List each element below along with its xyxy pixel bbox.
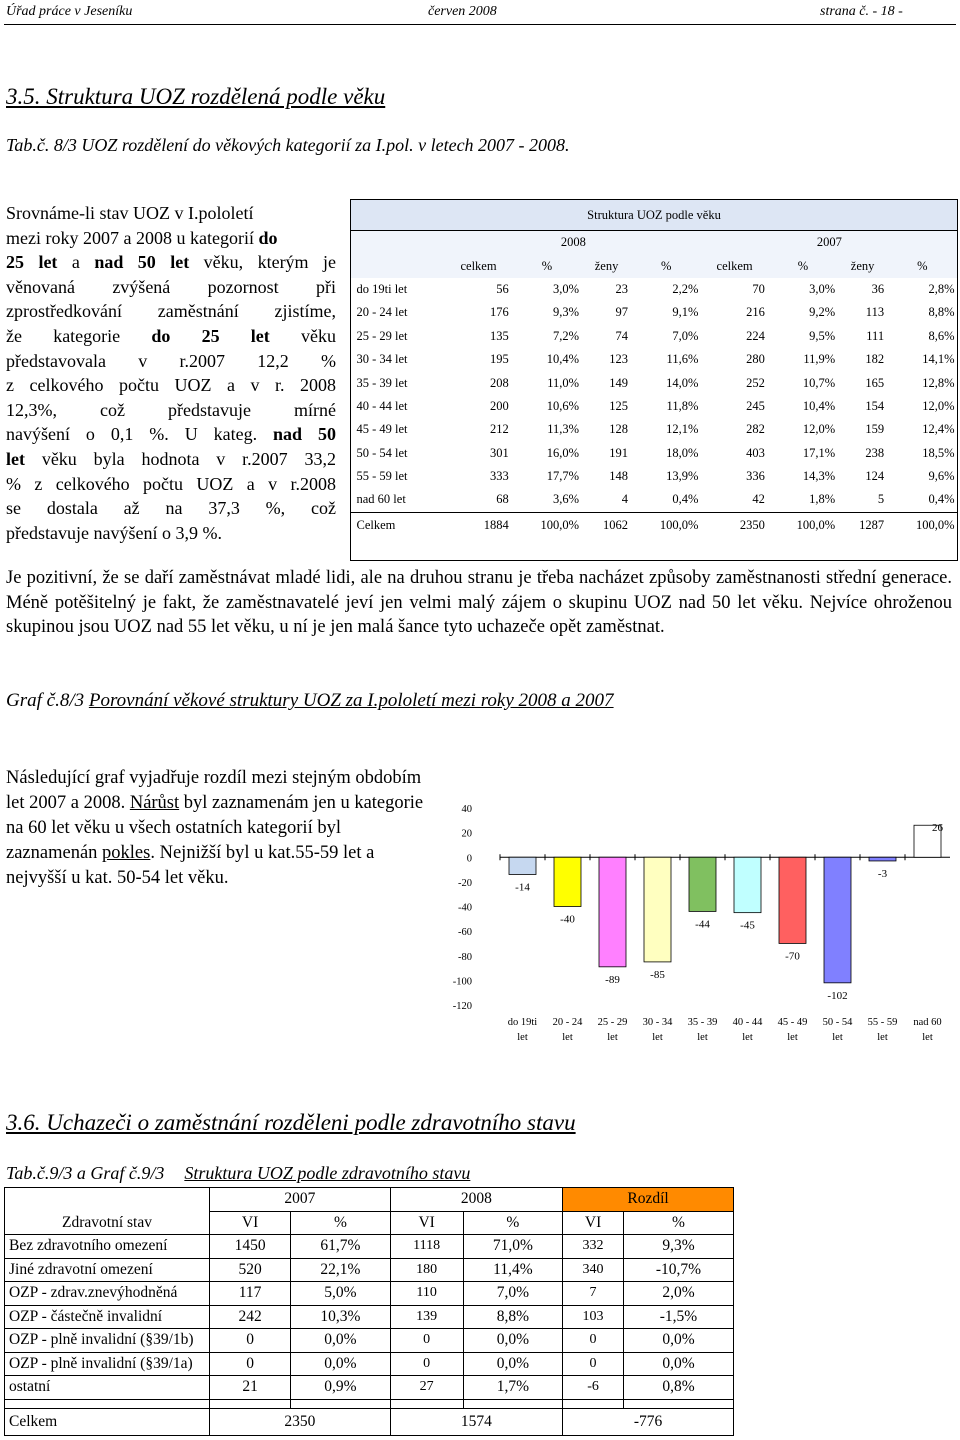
age-cell: 182 <box>865 352 885 367</box>
graph-paragraph: Následující graf vyjadřuje rozdíl mezi stejným obdobím let 2007 a 2008. Nárůst byl zaznamenám jen u kategorie na 60 let věku u všech ostatních kategorií byl zaznamenán pokles. Nejnižší byl u kat.55-59 let a nejvyšší u kat. 50-54 let věku. <box>6 768 424 888</box>
x-category-label: 25 - 29 let <box>597 1017 628 1043</box>
health-header-2008: 2008 <box>390 1188 562 1212</box>
health-cell: -1,5% <box>623 1305 733 1329</box>
age-cell: 14,3% <box>802 469 836 484</box>
age-cell: 97 <box>615 305 629 320</box>
health-row-header: Zdravotní stav <box>5 1211 210 1235</box>
table-caption-8-3: Tab.č. 8/3 UOZ rozdělení do věkových kategorií za I.pol. v letech 2007 - 2008. <box>6 135 570 155</box>
data-label: -85 <box>650 968 665 981</box>
table-row <box>5 1258 734 1282</box>
header-rule <box>4 24 956 25</box>
age-col-header: celkem <box>445 254 511 277</box>
health-col-header: % <box>291 1211 391 1235</box>
age-cell: 195 <box>490 352 509 367</box>
age-cell: 7,2% <box>553 328 580 343</box>
table-row <box>5 1235 734 1259</box>
table-row <box>351 301 958 324</box>
age-row-label: do 19ti let <box>356 281 408 296</box>
data-label: -3 <box>877 867 888 880</box>
table-row <box>5 1376 734 1400</box>
y-tick-label: -100 <box>452 976 472 988</box>
health-cell: 332 <box>563 1235 624 1259</box>
age-cell: 9,3% <box>553 305 580 320</box>
age-cell: 336 <box>746 469 765 484</box>
health-cell: -6 <box>563 1376 624 1400</box>
health-col-header: VI <box>390 1211 463 1235</box>
age-cell: 0,4% <box>672 492 699 507</box>
age-cell: 176 <box>490 305 509 320</box>
health-cell: 340 <box>563 1258 624 1282</box>
age-cell: 5 <box>877 492 885 507</box>
age-cell: 11,0% <box>547 375 580 390</box>
table-row <box>351 488 958 512</box>
age-cell: 123 <box>609 352 629 367</box>
section-title-3-6: 3.6. Uchazeči o zaměstnání rozděleni podle zdravotního stavu <box>6 1110 576 1135</box>
age-table-year-2008: 2008 <box>445 231 701 255</box>
health-cell: 5,0% <box>291 1282 391 1306</box>
age-cell: 2,8% <box>928 281 955 296</box>
age-row-label: 20 - 24 let <box>356 305 408 320</box>
bar-8 <box>869 857 896 861</box>
age-total-cell: 100,0% <box>887 512 957 539</box>
age-cell: 2,2% <box>672 281 699 296</box>
age-cell: 68 <box>496 492 509 507</box>
health-cell: 103 <box>563 1305 624 1329</box>
age-row-label: 50 - 54 let <box>356 445 408 460</box>
age-total-cell: 1884 <box>445 512 511 539</box>
age-row-label: 35 - 39 let <box>356 375 408 390</box>
age-cell: 128 <box>609 422 629 437</box>
health-cell: 61,7% <box>291 1235 391 1259</box>
age-table-year-2007: 2007 <box>701 231 957 255</box>
age-row-label: 30 - 34 let <box>356 352 408 367</box>
health-total-cell: -776 <box>563 1408 734 1435</box>
age-cell: 9,1% <box>672 305 699 320</box>
age-row-label: nad 60 let <box>356 492 406 507</box>
health-col-header: VI <box>210 1211 291 1235</box>
health-cell: 0,0% <box>463 1329 563 1353</box>
data-label: -14 <box>515 881 530 894</box>
age-row-label: 40 - 44 let <box>356 398 408 413</box>
age-cell: 245 <box>746 398 765 413</box>
bar-2 <box>599 857 626 967</box>
x-category-label: do 19ti let <box>507 1017 538 1043</box>
age-cell: 12,0% <box>922 398 955 413</box>
age-cell: 165 <box>865 375 885 390</box>
age-total-row <box>351 512 958 539</box>
age-cell: 10,4% <box>802 398 836 413</box>
age-cell: 74 <box>615 328 629 343</box>
health-cell: 180 <box>390 1258 463 1282</box>
health-cell: 0,0% <box>623 1329 733 1353</box>
age-cell: 11,3% <box>547 422 580 437</box>
age-col-header: % <box>768 254 838 277</box>
age-cell: 9,6% <box>928 469 955 484</box>
age-col-header: ženy <box>582 254 631 277</box>
y-tick-label: -80 <box>458 951 472 963</box>
data-label: -102 <box>827 989 848 1002</box>
age-structure-table <box>350 199 958 539</box>
health-cell: 139 <box>390 1305 463 1329</box>
data-label: -89 <box>605 973 620 986</box>
age-total-cell: 100,0% <box>631 512 701 539</box>
age-cell: 159 <box>865 422 885 437</box>
age-cell: 8,8% <box>928 305 955 320</box>
y-tick-label: -120 <box>452 1001 472 1012</box>
age-cell: 135 <box>490 328 509 343</box>
age-cell: 4 <box>621 492 629 507</box>
health-cell: 1450 <box>210 1235 291 1259</box>
health-cell: 22,1% <box>291 1258 391 1282</box>
bar-3 <box>644 857 671 962</box>
health-cell: 110 <box>390 1282 463 1306</box>
age-cell: 124 <box>865 469 885 484</box>
health-cell: 8,8% <box>463 1305 563 1329</box>
age-cell: 111 <box>866 328 885 343</box>
health-cell: 71,0% <box>463 1235 563 1259</box>
age-total-cell: 100,0% <box>768 512 838 539</box>
header-office: Úřad práce v Jeseníku <box>6 4 133 19</box>
health-cell: 7 <box>563 1282 624 1306</box>
age-cell: 9,2% <box>809 305 836 320</box>
header-date: červen 2008 <box>428 4 497 19</box>
age-cell: 11,8% <box>666 398 699 413</box>
age-cell: 280 <box>746 352 765 367</box>
age-row-label: 45 - 49 let <box>356 422 408 437</box>
section-title-3-5: 3.5. Struktura UOZ rozdělená podle věku <box>6 84 386 109</box>
x-category-label: 40 - 44 let <box>732 1017 763 1043</box>
health-row-label: Jiné zdravotní omezení <box>5 1258 210 1282</box>
age-total-label: Celkem <box>351 512 446 539</box>
x-category-label: nad 60 let <box>913 1017 942 1043</box>
age-cell: 148 <box>609 469 629 484</box>
data-label: -40 <box>560 913 575 926</box>
age-cell: 18,0% <box>666 445 699 460</box>
x-category-label: 50 - 54 let <box>822 1017 853 1043</box>
health-total-row <box>5 1408 734 1435</box>
age-cell: 10,6% <box>546 398 580 413</box>
data-label: -70 <box>785 950 800 963</box>
health-total-label: Celkem <box>5 1408 210 1435</box>
health-cell: 27 <box>390 1376 463 1400</box>
age-cell: 16,0% <box>546 445 580 460</box>
table-row <box>351 465 958 488</box>
health-cell: 520 <box>210 1258 291 1282</box>
age-cell: 216 <box>746 305 765 320</box>
health-cell: 1,7% <box>463 1376 563 1400</box>
health-cell: 0 <box>390 1329 463 1353</box>
age-col-header: % <box>631 254 701 277</box>
age-cell: 149 <box>609 375 629 390</box>
bar-0 <box>509 857 536 874</box>
age-cell: 12,0% <box>802 422 836 437</box>
table-row <box>5 1352 734 1376</box>
age-difference-bar-chart <box>440 790 960 1060</box>
age-col-header: % <box>887 254 957 277</box>
table-row <box>351 325 958 348</box>
health-row-label: Bez zdravotního omezení <box>5 1235 210 1259</box>
bar-5 <box>734 857 761 912</box>
age-cell: 11,6% <box>666 352 699 367</box>
y-tick-label: 20 <box>461 828 472 840</box>
age-cell: 42 <box>752 492 765 507</box>
age-cell: 3,6% <box>553 492 580 507</box>
health-cell: 7,0% <box>463 1282 563 1306</box>
data-label: -45 <box>740 919 755 932</box>
table-caption-9-3: Tab.č.9/3 a Graf č.9/3 Struktura UOZ podle zdravotního stavu <box>6 1163 471 1183</box>
age-row-label: 25 - 29 let <box>356 328 408 343</box>
health-cell: 0 <box>563 1352 624 1376</box>
health-header-rozdil: Rozdíl <box>563 1188 734 1212</box>
health-cell: 242 <box>210 1305 291 1329</box>
health-row-label: OZP - plně invalidní (§39/1b) <box>5 1329 210 1353</box>
age-cell: 238 <box>865 445 885 460</box>
y-tick-label: -40 <box>458 902 472 914</box>
age-cell: 70 <box>752 281 765 296</box>
health-cell: 117 <box>210 1282 291 1306</box>
age-col-header: % <box>512 254 582 277</box>
age-table-title: Struktura UOZ podle věku <box>351 200 958 231</box>
y-tick-label: -60 <box>458 927 472 939</box>
health-cell: 0,0% <box>291 1329 391 1353</box>
health-cell: 0 <box>563 1329 624 1353</box>
age-cell: 13,9% <box>666 469 699 484</box>
age-cell: 191 <box>609 445 629 460</box>
data-label: -44 <box>695 918 710 931</box>
age-cell: 11,9% <box>803 352 836 367</box>
table-row <box>5 1329 734 1353</box>
x-category-label: 45 - 49 let <box>777 1017 808 1043</box>
bar-6 <box>779 857 806 943</box>
age-cell: 212 <box>490 422 509 437</box>
table-row <box>351 418 958 441</box>
health-cell: 10,3% <box>291 1305 391 1329</box>
age-cell: 282 <box>746 422 765 437</box>
age-total-cell: 100,0% <box>512 512 582 539</box>
health-cell: 11,4% <box>463 1258 563 1282</box>
health-cell: 0,0% <box>291 1352 391 1376</box>
age-cell: 9,5% <box>809 328 836 343</box>
health-cell: 0 <box>210 1352 291 1376</box>
age-cell: 12,1% <box>666 422 699 437</box>
age-cell: 10,7% <box>802 375 836 390</box>
age-cell: 125 <box>609 398 629 413</box>
health-row-label: ostatní <box>5 1376 210 1400</box>
table-row <box>351 348 958 371</box>
age-cell: 23 <box>615 281 629 296</box>
health-status-table <box>4 1187 734 1436</box>
health-col-header: VI <box>563 1211 624 1235</box>
age-row-label: 55 - 59 let <box>356 469 408 484</box>
summary-paragraph: Je pozitivní, že se daří zaměstnávat mladé lidi, ale na druhou stranu je třeba nacházet způsoby zaměstnanosti střední generace. Méně potěšitelný je fakt, že zaměstnavatelé jeví jen velmi malý zájem o skupinu UOZ nad 50 let věku. Nejvíce ohroženou skupinou jsou UOZ nad 55 let věku, u ní je jen malá šance tyto uchazeče opět zaměstnat. <box>6 568 952 638</box>
left-paragraph: Srovnáme-li stav UOZ v I.pololetí mezi roky 2007 a 2008 u kategorií do 25 let a nad 50 let věku, kterým je věnovaná zvýšená pozornost při zprostředkování zaměstnání zjistíme, že kategorie do 25 let věku představovala v r.2007 12,2 % z celkového počtu UOZ a v r. 2008 12,3%, což představuje mírné navýšení o 0,1 %. U kateg. nad 50 let věku byla hodnota v r.2007 33,2 % z celkového počtu UOZ a v r.2008 se dostala až na 37,3 %, což představuje navýšení o 3,9 %. <box>6 203 336 543</box>
age-cell: 154 <box>865 398 885 413</box>
table-row <box>5 1305 734 1329</box>
bar-1 <box>554 857 581 906</box>
health-cell: 0,9% <box>291 1376 391 1400</box>
age-cell: 12,8% <box>922 375 955 390</box>
health-cell: 9,3% <box>623 1235 733 1259</box>
age-cell: 333 <box>490 469 509 484</box>
y-tick-label: 40 <box>461 804 472 815</box>
age-cell: 10,4% <box>546 352 580 367</box>
health-cell: 0,0% <box>463 1352 563 1376</box>
age-cell: 17,1% <box>802 445 836 460</box>
age-cell: 208 <box>490 375 509 390</box>
health-cell: 0,8% <box>623 1376 733 1400</box>
age-total-cell: 1062 <box>582 512 631 539</box>
age-cell: 403 <box>746 445 765 460</box>
age-total-cell: 2350 <box>701 512 767 539</box>
x-category-label: 30 - 34 let <box>642 1017 673 1043</box>
table-row <box>351 442 958 465</box>
age-col-header: ženy <box>838 254 887 277</box>
table-row <box>5 1282 734 1306</box>
age-cell: 14,0% <box>666 375 699 390</box>
age-total-cell: 1287 <box>838 512 887 539</box>
health-cell: 2,0% <box>623 1282 733 1306</box>
y-tick-label: 0 <box>466 853 472 865</box>
data-label: 26 <box>932 822 943 835</box>
health-col-header: % <box>463 1211 563 1235</box>
bar-7 <box>824 857 851 983</box>
table-row <box>351 395 958 418</box>
y-tick-label: -20 <box>458 877 472 889</box>
age-cell: 1,8% <box>809 492 836 507</box>
health-cell: -10,7% <box>623 1258 733 1282</box>
age-cell: 0,4% <box>928 492 955 507</box>
health-row-label: OZP - částečně invalidní <box>5 1305 210 1329</box>
health-cell: 1118 <box>390 1235 463 1259</box>
age-cell: 224 <box>746 328 765 343</box>
age-cell: 17,7% <box>546 469 580 484</box>
age-cell: 113 <box>865 305 885 320</box>
age-cell: 18,5% <box>922 445 955 460</box>
x-category-label: 35 - 39 let <box>687 1017 718 1043</box>
health-total-cell: 2350 <box>210 1408 391 1435</box>
health-row-label: OZP - plně invalidní (§39/1a) <box>5 1352 210 1376</box>
x-category-label: 55 - 59 let <box>867 1017 898 1043</box>
age-cell: 14,1% <box>922 352 955 367</box>
health-cell: 0 <box>210 1329 291 1353</box>
age-cell: 7,0% <box>672 328 699 343</box>
health-header-2007: 2007 <box>210 1188 391 1212</box>
table-row <box>351 278 958 301</box>
health-cell: 0 <box>390 1352 463 1376</box>
health-col-header: % <box>623 1211 733 1235</box>
age-cell: 8,6% <box>928 328 955 343</box>
header-page: strana č. - 18 - <box>820 4 903 19</box>
age-cell: 3,0% <box>553 281 580 296</box>
age-cell: 301 <box>490 445 509 460</box>
age-cell: 56 <box>496 281 509 296</box>
table-row <box>351 371 958 394</box>
age-cell: 200 <box>490 398 509 413</box>
health-cell: 21 <box>210 1376 291 1400</box>
health-total-cell: 1574 <box>390 1408 562 1435</box>
x-category-label: 20 - 24 let <box>552 1017 583 1043</box>
age-cell: 36 <box>871 281 885 296</box>
age-cell: 12,4% <box>922 422 955 437</box>
bar-4 <box>689 857 716 911</box>
age-col-header: celkem <box>701 254 767 277</box>
health-row-label: OZP - zdrav.znevýhodněná <box>5 1282 210 1306</box>
age-cell: 3,0% <box>809 281 836 296</box>
age-cell: 252 <box>746 375 765 390</box>
graph-caption-8-3: Graf č.8/3 Porovnání věkové struktury UOZ za I.pololetí mezi roky 2008 a 2007 <box>6 690 614 711</box>
health-cell: 0,0% <box>623 1352 733 1376</box>
